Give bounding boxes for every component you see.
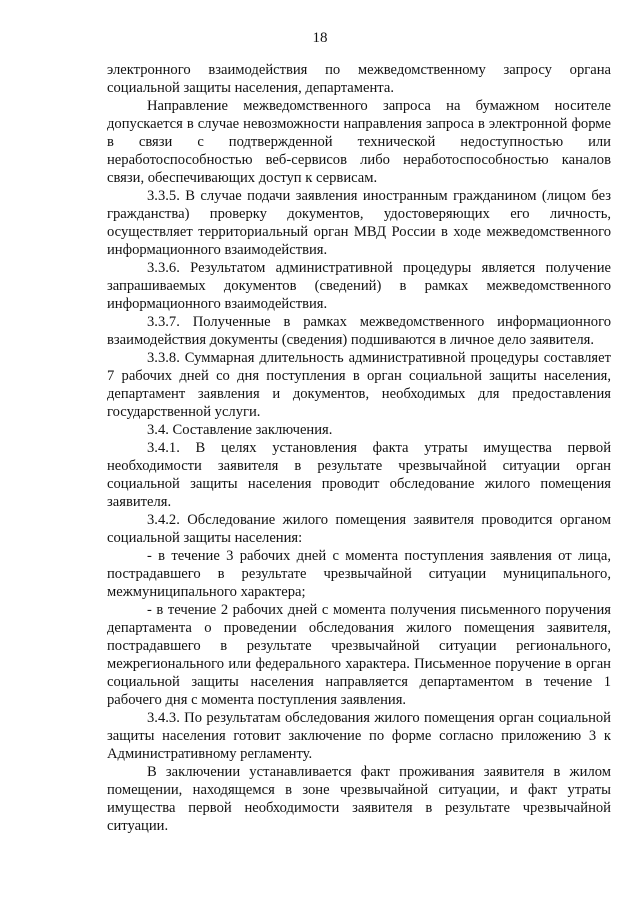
paragraph-3-4-3: 3.4.3. По результатам обследования жилого помещения орган социальной защиты населения готовит заключение по форме согласно приложению 3 к Административному регламенту. [107,710,611,762]
page-number: 18 [312,30,328,46]
list-item-2-days: - в течение 2 рабочих дней с момента получения письменного поручения департамента о проведении обследования жилого помещения заявителя, пострадавшего в результате чрезвычайной ситуации регионального, межрегионального или федерального характера. Письменное поручение в орган социальной защиты населения направляется департаментом в течение 1 рабочего дня с момента поступления заявления. [107,602,611,708]
paragraph-3-3-7: 3.3.7. Полученные в рамках межведомственного информационного взаимодействия документы (сведения) подшиваются в личное дело заявителя. [107,314,611,348]
document-body [107,61,611,835]
paragraph-3-3-5: 3.3.5. В случае подачи заявления иностранным гражданином (лицом без гражданства) проверку документов, удостоверяющих его личность, осуществляет территориальный орган МВД России в ходе межведомственного информационного взаимодействия. [107,188,611,258]
paragraph-continuation: электронного взаимодействия по межведомственному запросу органа социальной защиты населения, департамента. [107,62,611,96]
paragraph-3-4-2: 3.4.2. Обследование жилого помещения заявителя проводится органом социальной защиты населения: [107,512,611,546]
section-heading-3-4: 3.4. Составление заключения. [147,422,333,438]
paragraph-3-3-6: 3.3.6. Результатом административной процедуры является получение запрашиваемых документов (сведений) в рамках межведомственного информационного взаимодействия. [107,260,611,312]
paragraph-conclusion: В заключении устанавливается факт проживания заявителя в жилом помещении, находящемся в зоне чрезвычайной ситуации, и факт утраты имущества первой необходимости заявителя в результате чрезвычайной ситуации. [107,764,611,834]
paragraph-3-4-1: 3.4.1. В целях установления факта утраты имущества первой необходимости заявителя в результате чрезвычайной ситуации орган социальной защиты населения проводит обследование жилого помещения заявителя. [107,440,611,510]
paragraph-3-3-8: 3.3.8. Суммарная длительность административной процедуры составляет 7 рабочих дней со дня поступления в орган социальной защиты населения, департамент заявления и документов, необходимых для предоставления государственной услуги. [107,350,611,420]
list-item-3-days: - в течение 3 рабочих дней с момента поступления заявления от лица, пострадавшего в результате чрезвычайной ситуации муниципального, межмуниципального характера; [107,548,611,600]
paragraph-paper-request: Направление межведомственного запроса на бумажном носителе допускается в случае невозможности направления запроса в электронной форме в связи с подтвержденной технической недоступностью или неработоспособностью веб-сервисов либо неработоспособностью каналов связи, обеспечивающих доступ к сервисам. [107,98,611,186]
